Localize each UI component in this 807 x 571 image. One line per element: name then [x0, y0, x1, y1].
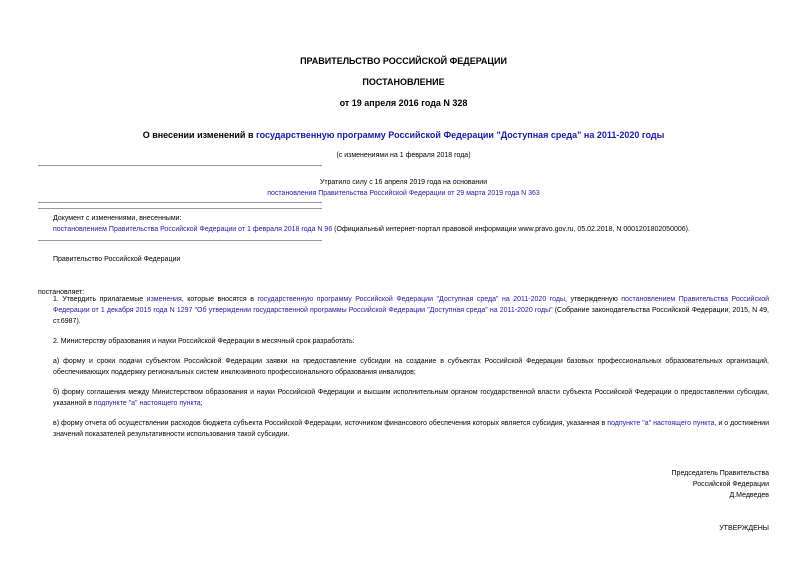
item-2c: [53, 418, 769, 440]
resolution-1297-link[interactable]: постановлением Правительства Российской Федерации от 1 декабря 2015 года N 1297 "Об утверждении государственной программы Российской Федерации "Доступная среда" на 2011-2020 годы": [53, 296, 770, 314]
changes-link[interactable]: изменения: [146, 296, 182, 303]
title-program-link[interactable]: государственную программу Российской Федерации "Доступная среда" на 2011-2020 годы: [256, 130, 665, 140]
item-2b-end: ;: [200, 400, 203, 407]
item-2c-text: в) форму отчета об осуществлении расходов бюджета субъекта Российской Федерации, источником финансового обеспечения которых является субсидия, указанная в: [53, 420, 608, 427]
signature-title: Председатель Правительства: [671, 470, 769, 477]
signature-name: Д.Медведев: [729, 492, 769, 499]
item-1-text-a: 1. Утвердить прилагаемые: [53, 296, 147, 303]
government-heading: ПРАВИТЕЛЬСТВО РОССИЙСКОЙ ФЕДЕРАЦИИ: [300, 56, 507, 66]
resolves-word: постановляет:: [38, 289, 85, 296]
item-2b: [53, 387, 769, 409]
amending-resolution-link[interactable]: постановлением Правительства Российской Федерации от 1 февраля 2018 года N 96: [53, 226, 333, 233]
document-date-number: от 19 апреля 2016 года N 328: [339, 98, 468, 108]
preamble: Правительство Российской Федерации: [53, 256, 181, 263]
repeal-resolution-link[interactable]: постановления Правительства Российской Федерации от 29 марта 2019 года N 363: [267, 190, 540, 197]
item-2b-text: б) форму соглашения между Министерством образования и науки Российской Федерации и высшим исполнительным органом государственной власти субъекта Российской Федерации о предоставлении субсидии, указанной в: [53, 389, 769, 407]
document-type: ПОСТАНОВЛЕНИЕ: [362, 77, 445, 87]
title-prefix: О внесении изменений в: [142, 130, 256, 140]
program-link[interactable]: государственную программу Российской Федерации "Доступная среда" на 2011-2020 годы: [257, 296, 565, 303]
changes-intro: Документ с изменениями, внесенными:: [53, 215, 182, 222]
subparagraph-a-link-1[interactable]: подпункте "а" настоящего пункта: [93, 400, 201, 407]
subparagraph-a-link-2[interactable]: подпункте "а" настоящего пункта: [607, 420, 715, 427]
divider-4: [38, 240, 322, 241]
item-1-text-b: , которые вносятся в: [181, 296, 258, 303]
item-2a: а) форму и сроки подачи субъектом Российской Федерации заявки на предоставление субсидии на создание в субъектах Российской Федерации базовых профессиональных образовательных организаций, обеспечивающих поддержку региональных систем инклюзивного профессионального образования инвалидов;: [53, 358, 769, 376]
divider-1: [38, 165, 322, 166]
changes-row: [53, 224, 773, 235]
signature-block: [672, 468, 769, 501]
status-repeal-link-row: [0, 188, 807, 199]
item-2c-end: , и о достижении значений показателей результативности использования такой субсидии.: [53, 420, 769, 438]
approved-label: УТВЕРЖДЕНЫ: [719, 525, 769, 532]
status-line: Утратило силу с 16 апреля 2019 года на основании: [319, 179, 488, 186]
changes-source: (Официальный интернет-портал правовой информации www.pravo.gov.ru, 05.02.2018, N 0001201802050006).: [332, 226, 690, 233]
item-2: 2. Министерству образования и науки Российской Федерации в месячный срок разработать:: [53, 338, 355, 345]
divider-3: [38, 208, 322, 209]
item-1-text-d: (Собрание законодательства Российской Федерации, 2015, N 49, ст.6987).: [53, 307, 769, 325]
signature-org: Российской Федерации: [692, 481, 769, 488]
amendment-note: (с изменениями на 1 февраля 2018 года): [336, 152, 471, 159]
item-1: [53, 294, 769, 327]
divider-2: [38, 202, 322, 203]
document-title: [0, 130, 807, 140]
item-1-text-c: , утвержденную: [565, 296, 622, 303]
